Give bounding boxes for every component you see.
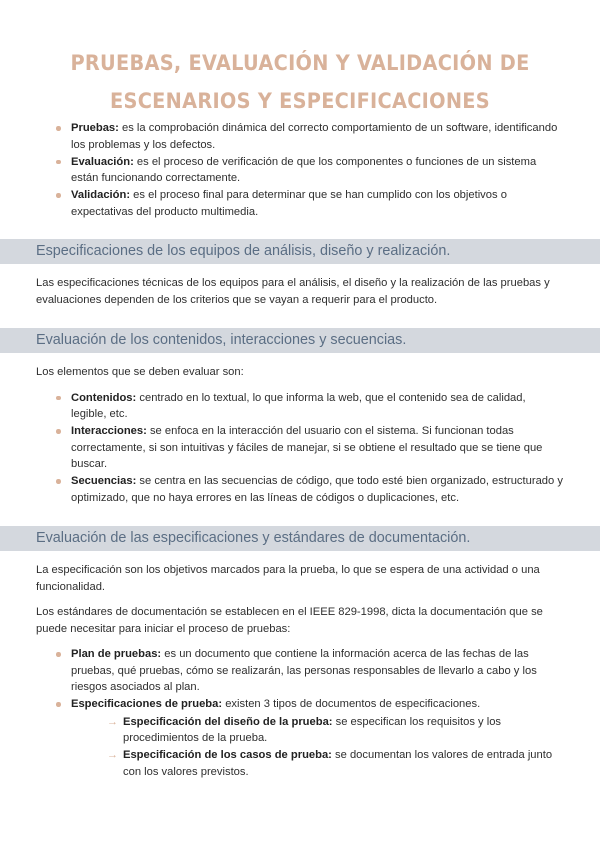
list-item: [54, 423, 564, 473]
item-text: se documentan los valores de entrada junto con los valores previstos.: [123, 749, 553, 778]
document-body: [0, 120, 600, 781]
section-heading-content-evaluation: Evaluación de los contenidos, interacciones y secuencias.: [0, 328, 600, 353]
item-term: Pruebas:: [71, 122, 119, 134]
list-item: [54, 187, 564, 220]
sub-list-item: [107, 714, 564, 747]
item-term: Plan de pruebas:: [71, 648, 162, 660]
item-text: centrado en lo textual, lo que informa la web, que el contenido sea de calidad, legible, etc.: [71, 391, 526, 420]
list-item: [54, 696, 564, 780]
evaluation-list: [0, 390, 600, 507]
arrow-right-icon: →: [107, 715, 118, 728]
documentation-list: [0, 646, 600, 780]
item-term: Contenidos:: [71, 391, 137, 404]
section-heading-documentation: Evaluación de las especificaciones y estándares de documentación.: [0, 526, 600, 551]
list-item: [54, 646, 564, 696]
arrow-right-icon: →: [107, 749, 118, 761]
item-text: es el proceso de verificación de que los componentes o funciones de un sistema están funcionando correctamente.: [71, 155, 537, 184]
list-item: [54, 120, 564, 153]
item-term: Secuencias:: [71, 475, 137, 487]
item-text: es la comprobación dinámica del correcto comportamiento de un software, identificando los problemas y los defectos.: [71, 122, 558, 151]
item-term: Especificación de los casos de prueba:: [123, 749, 332, 761]
sub-list-item: [107, 747, 564, 780]
item-term: Interacciones:: [71, 425, 147, 437]
page-title: PRUEBAS, EVALUACIÓN Y VALIDACIÓN DE ESCENARIOS Y ESPECIFICACIONES: [70, 51, 530, 113]
item-text: se especifican los requisitos y los procedimientos de la prueba.: [123, 715, 502, 744]
section-paragraph: La especificación son los objetivos marcados para la prueba, lo que se espera de una actividad o una funcionalidad.: [36, 564, 540, 593]
intro-list: [0, 120, 600, 220]
item-text: existen 3 tipos de documentos de especificaciones.: [222, 698, 481, 710]
item-term: Especificación del diseño de la prueba:: [123, 715, 333, 728]
specification-sublist: [71, 714, 564, 781]
item-text: es el proceso final para determinar que se han cumplido con los objetivos o expectativas del producto multimedia.: [71, 189, 507, 218]
list-item: [54, 473, 564, 506]
item-term: Validación:: [71, 189, 131, 201]
item-text: se centra en las secuencias de código, que todo esté bien organizado, estructurado y optimizado, que no haya errores en las líneas de códigos o duplicaciones, etc.: [71, 475, 563, 504]
item-text: es un documento que contiene la información acerca de las fechas de las pruebas, qué pruebas, cómo se realizarán, las personas responsables de llevarlo a cabo y los riesgos asociados al plan.: [71, 648, 537, 693]
item-term: Especificaciones de prueba:: [71, 698, 223, 710]
section-paragraph: Los elementos que se deben evaluar son:: [36, 366, 244, 378]
item-term: Evaluación:: [71, 155, 134, 168]
list-item: [54, 154, 564, 187]
section-heading-equipment: Especificaciones de los equipos de análisis, diseño y realización.: [0, 239, 600, 264]
section-paragraph: Las especificaciones técnicas de los equipos para el análisis, el diseño y la realización de las pruebas y evaluaciones dependen de los criterios que se vayan a requerir para el producto.: [36, 277, 550, 306]
list-item: [54, 390, 564, 423]
section-paragraph: Los estándares de documentación se establecen en el IEEE 829-1998, dicta la documentación que se puede necesitar para iniciar el proceso de pruebas:: [36, 606, 543, 635]
item-text: se enfoca en la interacción del usuario con el sistema. Si funcionan todas correctamente, si son intuitivas y fáciles de manejar, si se obtiene el resultado que se tiene que buscar.: [71, 425, 543, 470]
